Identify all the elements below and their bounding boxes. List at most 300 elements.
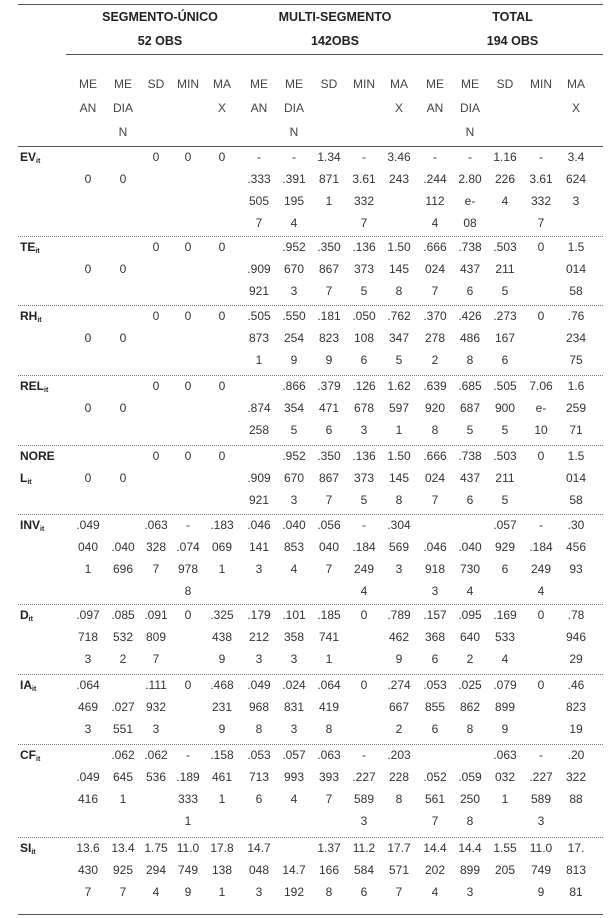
cell-line: 4 [290,792,298,806]
cell-line: .227 [352,770,376,784]
table-cell [106,168,140,190]
cell-line: .185 [317,608,341,622]
cell-line: .024 [282,678,306,692]
cell-line: 438 [211,630,233,644]
table-cell [382,674,416,740]
cell-line: 3 [255,885,263,899]
table-cell [171,146,205,168]
table-cell [453,375,487,441]
cell-line: 419 [318,700,340,714]
cell-line: 899 [494,700,516,714]
table-cell [277,375,311,441]
cell-line: .350 [317,449,341,463]
table-cell [559,744,593,810]
table-cell [242,258,276,302]
cell-line: .157 [423,608,447,622]
row-label-line [20,514,44,541]
cell-line: 14.4 [458,841,482,855]
cell-line: .057 [493,518,517,532]
cell-line: 3 [290,493,298,507]
cell-line: 8 [466,722,474,736]
cell-line: 3.4 [567,150,585,164]
table-cell [71,514,105,580]
table-cell [524,375,558,441]
table-cell [382,744,416,810]
table-cell [418,146,452,234]
table-cell [312,375,346,441]
cell-line: .639 [423,379,447,393]
cell-line: 7 [152,652,160,666]
cell-line: 108 [353,331,375,345]
cell-line: - [539,748,543,762]
cell-line: 3 [290,284,298,298]
cell-line: 4 [431,885,439,899]
group-obs: 194 OBS [486,34,539,48]
cell-line: 867 [318,262,340,276]
row-label-subscript: it [31,849,36,856]
cell-line: 192 [283,885,305,899]
column-header [312,72,346,96]
cell-line: .909 [247,262,271,276]
cell-line: .666 [423,449,447,463]
table-cell [139,375,173,397]
cell-line: - [362,748,366,762]
cell-line: .059 [458,770,482,784]
table-cell [71,674,105,740]
cell-line: 14.7 [282,863,306,877]
table-cell [488,305,522,371]
cell-line: .064 [317,678,341,692]
cell-line: - [362,518,366,532]
table-cell [453,604,487,670]
cell-line: .057 [282,748,306,762]
cell-line: .304 [387,518,411,532]
cell-line: 921 [248,493,270,507]
cell-line: 6 [501,562,509,576]
cell-line: .063 [317,748,341,762]
cell-line: - [292,150,296,164]
cell-line: 7 [431,814,439,828]
cell-line: .062 [144,748,168,762]
cell-line: 212 [248,630,270,644]
cell-line: 978 [177,562,199,576]
cell-line: 17. [567,841,585,855]
table-cell [277,445,311,511]
cell-line: 968 [248,700,270,714]
cell-line: 831 [283,700,305,714]
cell-line: .550 [282,309,306,323]
table-cell [559,604,593,670]
table-cell [418,837,452,903]
cell-line: 258 [248,423,270,437]
column-header-line: N [289,125,299,139]
cell-line: 211 [495,262,515,276]
cell-line: 749 [530,863,552,877]
cell-line: 853 [283,540,305,554]
table-cell [139,674,173,740]
row-label-line [20,674,36,701]
table-cell [453,305,487,371]
cell-line: 14.7 [247,841,271,855]
table-cell [242,604,276,670]
cell-line: .169 [493,608,517,622]
cell-line: .184 [352,540,376,554]
table-cell [106,696,140,740]
cell-line: 0 [119,262,127,276]
row-label-subscript: it [36,158,41,165]
cell-line: 211 [495,471,515,485]
cell-line: 0 [84,331,92,345]
cell-line: 332 [530,194,552,208]
column-header-line: SD [147,77,165,91]
cell-line: 6 [360,353,368,367]
cell-line: .095 [458,608,482,622]
table-cell [453,674,487,740]
cell-line: .040 [111,540,135,554]
column-header-line: SD [496,77,514,91]
cell-line: 228 [388,770,410,784]
cell-line: .738 [458,449,482,463]
cell-line: 373 [353,262,375,276]
cell-line: .074 [176,540,200,554]
cell-line: 393 [318,770,340,784]
cell-line: 195 [283,194,305,208]
cell-line: 71 [569,423,583,437]
cell-line: 250 [459,792,481,806]
cell-line: 993 [283,770,305,784]
cell-line: - [539,518,543,532]
cell-line: 7 [395,885,403,899]
cell-line: .350 [317,240,341,254]
table-cell [139,445,173,467]
row-label [20,674,36,701]
cell-line: 718 [77,630,99,644]
cell-line: 462 [388,630,410,644]
cell-line: 0 [184,608,192,622]
cell-line: 6 [466,284,474,298]
column-header [488,72,522,96]
table-cell [139,514,173,580]
table-cell [488,674,522,740]
cell-line: 925 [112,863,134,877]
table-cell [277,604,311,670]
table-cell [139,305,173,327]
cell-line: .370 [423,309,447,323]
group-header-segmento-unico [75,5,245,53]
cell-line: .027 [111,700,135,714]
cell-line: 899 [459,863,481,877]
cell-line: 486 [459,331,481,345]
table-cell [139,146,173,168]
row-label-subscript: it [40,526,45,533]
cell-line: 17.8 [210,841,234,855]
cell-line: 58 [569,493,583,507]
cell-line: 597 [388,401,410,415]
cell-line: 8 [466,814,474,828]
cell-line: .874 [247,401,271,415]
cell-line: 1 [395,423,403,437]
row-label-text: D [20,608,29,622]
cell-line: .184 [529,540,553,554]
table-cell [242,397,276,441]
column-header-line: X [571,101,580,115]
cell-line: 678 [353,401,375,415]
cell-line: 8 [325,885,333,899]
cell-line: - [539,150,543,164]
cell-line: 294 [145,863,167,877]
cell-line: 0 [184,240,192,254]
cell-line: 1.5 [567,449,585,463]
table-cell [418,536,452,602]
row-label-line [20,744,40,771]
table-cell [418,375,452,441]
table-cell [453,236,487,302]
cell-line: 0 [119,172,127,186]
cell-line: 9 [290,353,298,367]
cell-line: 7 [537,216,545,230]
cell-line: 7 [325,493,333,507]
cell-line: 0 [218,449,226,463]
cell-line: 278 [424,331,446,345]
cell-line: 2 [119,652,127,666]
cell-line: 141 [248,540,270,554]
cell-line: 9 [218,722,226,736]
cell-line: 0 [184,150,192,164]
column-header [277,72,311,144]
cell-line: 3 [152,722,160,736]
cell-line: e- [464,194,476,208]
cell-line: 243 [388,172,410,186]
table-cell [106,467,140,489]
row-label-text: TE [20,240,36,254]
cell-line: .046 [247,518,271,532]
table-cell [488,375,522,441]
cell-line: 862 [459,700,481,714]
cell-line: 0 [218,309,226,323]
cell-line: .101 [282,608,306,622]
cell-line: .063 [144,518,168,532]
cell-line: 0 [152,150,160,164]
cell-line: 234 [565,331,587,345]
cell-line: .244 [423,172,447,186]
row-label [20,837,36,864]
cell-line: .049 [76,518,100,532]
cell-line: 584 [353,863,375,877]
table-cell [382,514,416,580]
table-cell [347,604,381,626]
cell-line: 3 [466,885,474,899]
cell-line: 0 [360,678,368,692]
table-cell [242,467,276,511]
cell-line: .126 [352,379,376,393]
cell-line: 226 [494,172,516,186]
column-header [106,72,140,144]
cell-line: 1 [325,194,333,208]
table-cell [171,514,205,602]
cell-line: .183 [210,518,234,532]
cell-line: 2 [431,353,439,367]
row-label-text: RH [20,309,38,323]
cell-line: 202 [424,863,446,877]
cell-line: .503 [493,449,517,463]
row-label-text: CF [20,748,36,762]
table-cell [559,445,593,511]
cell-line: 14.4 [423,841,447,855]
cell-line: 032 [494,770,516,784]
table-cell [242,305,276,371]
cell-line: 6 [360,885,368,899]
cell-line: .111 [145,678,167,692]
table-cell [418,305,452,371]
cell-line: .079 [493,678,517,692]
column-header-line: ME [426,77,444,91]
cell-line: 0 [119,331,127,345]
table-cell [171,305,205,327]
table-cell [453,146,487,234]
cell-line: - [186,518,190,532]
cell-line: 430 [77,863,99,877]
row-label-text: REL [20,379,44,393]
table-cell [205,305,239,327]
row-label [20,236,40,263]
table-cell [277,514,311,580]
cell-line: 8 [395,284,403,298]
table-cell [171,744,205,832]
cell-line: 138 [211,863,233,877]
cell-line: 3 [290,652,298,666]
cell-line: 1 [325,652,333,666]
cell-line: 8 [431,423,439,437]
column-header [71,72,105,120]
cell-line: 0 [184,449,192,463]
table-cell [71,467,105,489]
cell-line: 0 [84,262,92,276]
cell-line: .274 [387,678,411,692]
cell-line: 437 [459,262,481,276]
cell-line: 1.62 [387,379,411,393]
cell-line: 6 [466,493,474,507]
cell-line: 328 [145,540,167,554]
row-label-text: NORE [20,449,55,463]
table-cell [242,674,276,740]
table-cell [106,536,140,580]
table-cell [524,146,558,234]
group-obs: 52 OBS [137,34,183,48]
cell-line: 3.61 [352,172,376,186]
column-header [453,72,487,144]
cell-line: 569 [388,540,410,554]
cell-line: 069 [211,540,233,554]
cell-line: 6 [501,353,509,367]
cell-line: 249 [353,562,375,576]
cell-line: 855 [424,700,446,714]
cell-line: 08 [463,216,477,230]
cell-line: 3 [255,652,263,666]
cell-line: 014 [565,262,587,276]
cell-line: 533 [494,630,516,644]
cell-line: 17.7 [387,841,411,855]
table-cell [488,744,522,810]
cell-line: 231 [211,700,233,714]
row-label-subscript: it [37,317,42,324]
cell-line: 4 [466,584,474,598]
table-cell [242,744,276,810]
cell-line: 11.0 [176,841,200,855]
row-label-subscript: it [27,479,32,486]
cell-line: .685 [458,379,482,393]
cell-line: .738 [458,240,482,254]
row-label [20,305,42,332]
table-cell [277,859,311,903]
cell-line: 813 [565,863,587,877]
cell-line: 932 [145,700,167,714]
cell-line: 5 [360,493,368,507]
cell-line: 11.2 [352,841,376,855]
table-cell [524,604,558,626]
table-cell [139,236,173,258]
table-cell [488,604,522,670]
table-cell [347,445,381,511]
column-header-line: ME [79,77,97,91]
cell-line: 040 [77,540,99,554]
row-label [20,604,33,631]
column-header [524,72,558,96]
cell-line: 4 [290,216,298,230]
table-cell [205,674,239,740]
table-cell [71,837,105,903]
cell-line: 6 [431,652,439,666]
cell-line: 1.75 [144,841,168,855]
cell-line: 7 [360,216,368,230]
row-rule [18,914,603,915]
cell-line: .203 [387,748,411,762]
cell-line: .085 [111,608,135,622]
cell-line: .426 [458,309,482,323]
cell-line: 1.50 [387,240,411,254]
row-label-line [20,467,55,494]
row-label-text: SI [20,841,32,855]
column-header-line: N [118,125,128,139]
cell-line: 929 [494,540,516,554]
table-cell [171,837,205,903]
cell-line: .762 [387,309,411,323]
row-label [20,445,55,494]
table-cell [559,236,593,302]
table-cell [312,514,346,580]
cell-line: 1.34 [317,150,341,164]
column-header-line: MIN [353,77,375,91]
cell-line: 920 [424,401,446,415]
table-cell [524,674,558,696]
column-header-line: DIA [112,101,133,115]
table-cell [277,674,311,740]
cell-line: 3 [572,194,580,208]
cell-line: .052 [423,770,447,784]
cell-line: 624 [565,172,587,186]
cell-line: 536 [145,770,167,784]
cell-line: 8 [466,353,474,367]
cell-line: 254 [283,331,305,345]
cell-line: 373 [353,471,375,485]
cell-line: 7 [325,562,333,576]
row-label-line [20,146,40,173]
cell-line: 19 [569,722,583,736]
cell-line: 5 [360,284,368,298]
cell-line: - [468,150,472,164]
table-cell [205,445,239,467]
cell-line: 13.4 [111,841,135,855]
column-header-line: ME [114,77,132,91]
